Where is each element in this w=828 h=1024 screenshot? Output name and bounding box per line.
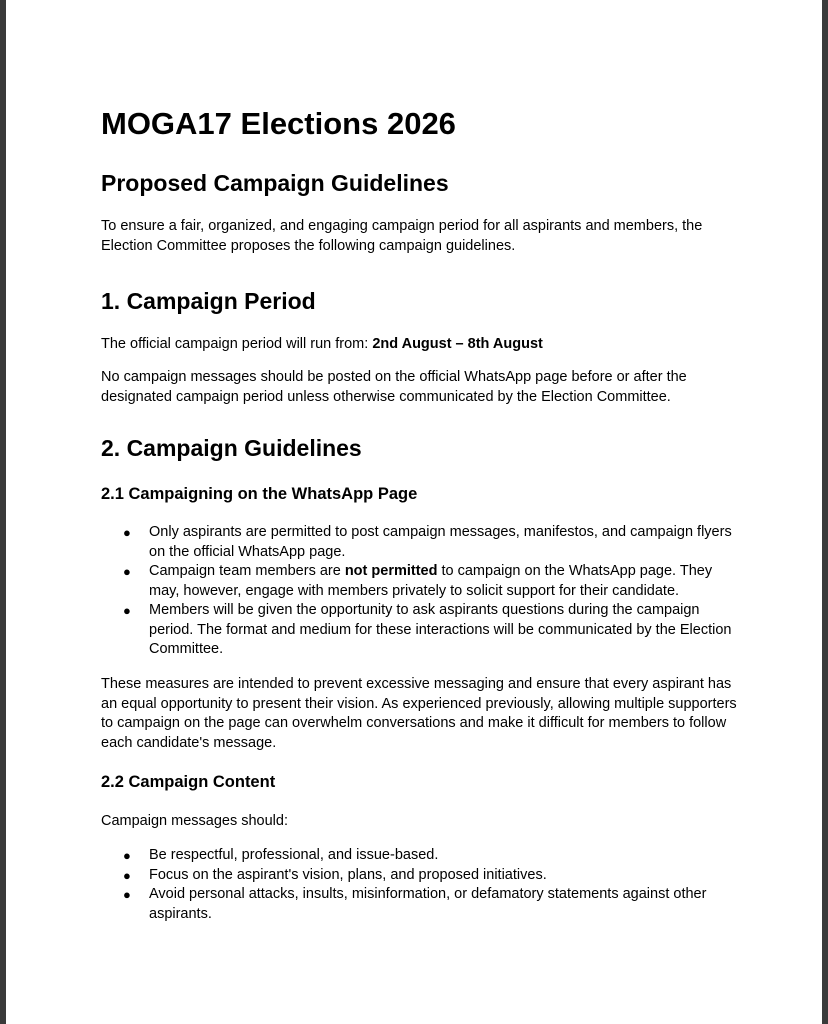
section-2-heading: 2. Campaign Guidelines: [101, 435, 362, 461]
bullet-icon: ●: [123, 603, 131, 618]
list-item-text: Be respectful, professional, and issue-based.: [149, 847, 439, 863]
intro-paragraph: To ensure a fair, organized, and engaging campaign period for all aspirants and members, the Election Committee proposes the following campaign guidelines.: [101, 218, 703, 254]
campaign-content-list: [101, 846, 741, 924]
measures-paragraph: These measures are intended to prevent excessive messaging and ensure that every aspirant has an equal opportunity to present their vision. As experienced previously, allowing multiple supporters to campaign on the page can overwhelm conversations and make it difficult for members to follow each candidate's message.: [101, 676, 737, 751]
bullet-icon: ●: [123, 867, 131, 883]
bullet-icon: ●: [123, 564, 131, 579]
campaign-period-dates: 2nd August – 8th August: [372, 336, 543, 352]
list-item: [101, 523, 741, 562]
list-item-text: Focus on the aspirant's vision, plans, and proposed initiatives.: [149, 866, 547, 883]
list-item: [101, 846, 741, 866]
list-item-emphasis: not permitted: [344, 563, 438, 579]
document-title: MOGA17 Elections 2026: [101, 106, 456, 141]
section-2-2-heading: 2.2 Campaign Content: [101, 773, 276, 791]
list-item: [101, 562, 741, 601]
section-1-heading: 1. Campaign Period: [101, 288, 316, 314]
document-page: [6, 0, 822, 1024]
bullet-icon: ●: [123, 848, 131, 863]
campaign-period-prefix: The official campaign period will run from:: [101, 336, 373, 352]
campaign-content-lead: Campaign messages should:: [101, 813, 288, 829]
list-item-text: Avoid personal attacks, insults, misinformation, or defamatory statements against other aspirants.: [149, 886, 707, 922]
list-item: [101, 601, 741, 660]
list-item: [101, 885, 741, 924]
bullet-icon: ●: [123, 887, 131, 902]
campaign-period-line: [101, 335, 741, 355]
section-2-1-heading: 2.1 Campaigning on the WhatsApp Page: [101, 485, 418, 503]
list-item-text: Members will be given the opportunity to ask aspirants questions during the campaign period. The format and medium for these interactions will be communicated by the Election Committee.: [149, 602, 732, 657]
campaign-period-note: No campaign messages should be posted on the official WhatsApp page before or after the designated campaign period unless otherwise communicated by the Election Committee.: [101, 369, 687, 405]
list-item-text: Only aspirants are permitted to post campaign messages, manifestos, and campaign flyers on the official WhatsApp page.: [149, 524, 732, 560]
list-item-text: Campaign team members are: [149, 563, 345, 579]
list-item-text: to campaign on the WhatsApp page. They may, however, engage with members privately to solicit support for their candidate.: [149, 563, 713, 599]
whatsapp-rules-list: [101, 523, 741, 660]
bullet-icon: ●: [123, 525, 131, 540]
list-item: [101, 866, 741, 886]
document-subtitle: Proposed Campaign Guidelines: [101, 170, 449, 196]
